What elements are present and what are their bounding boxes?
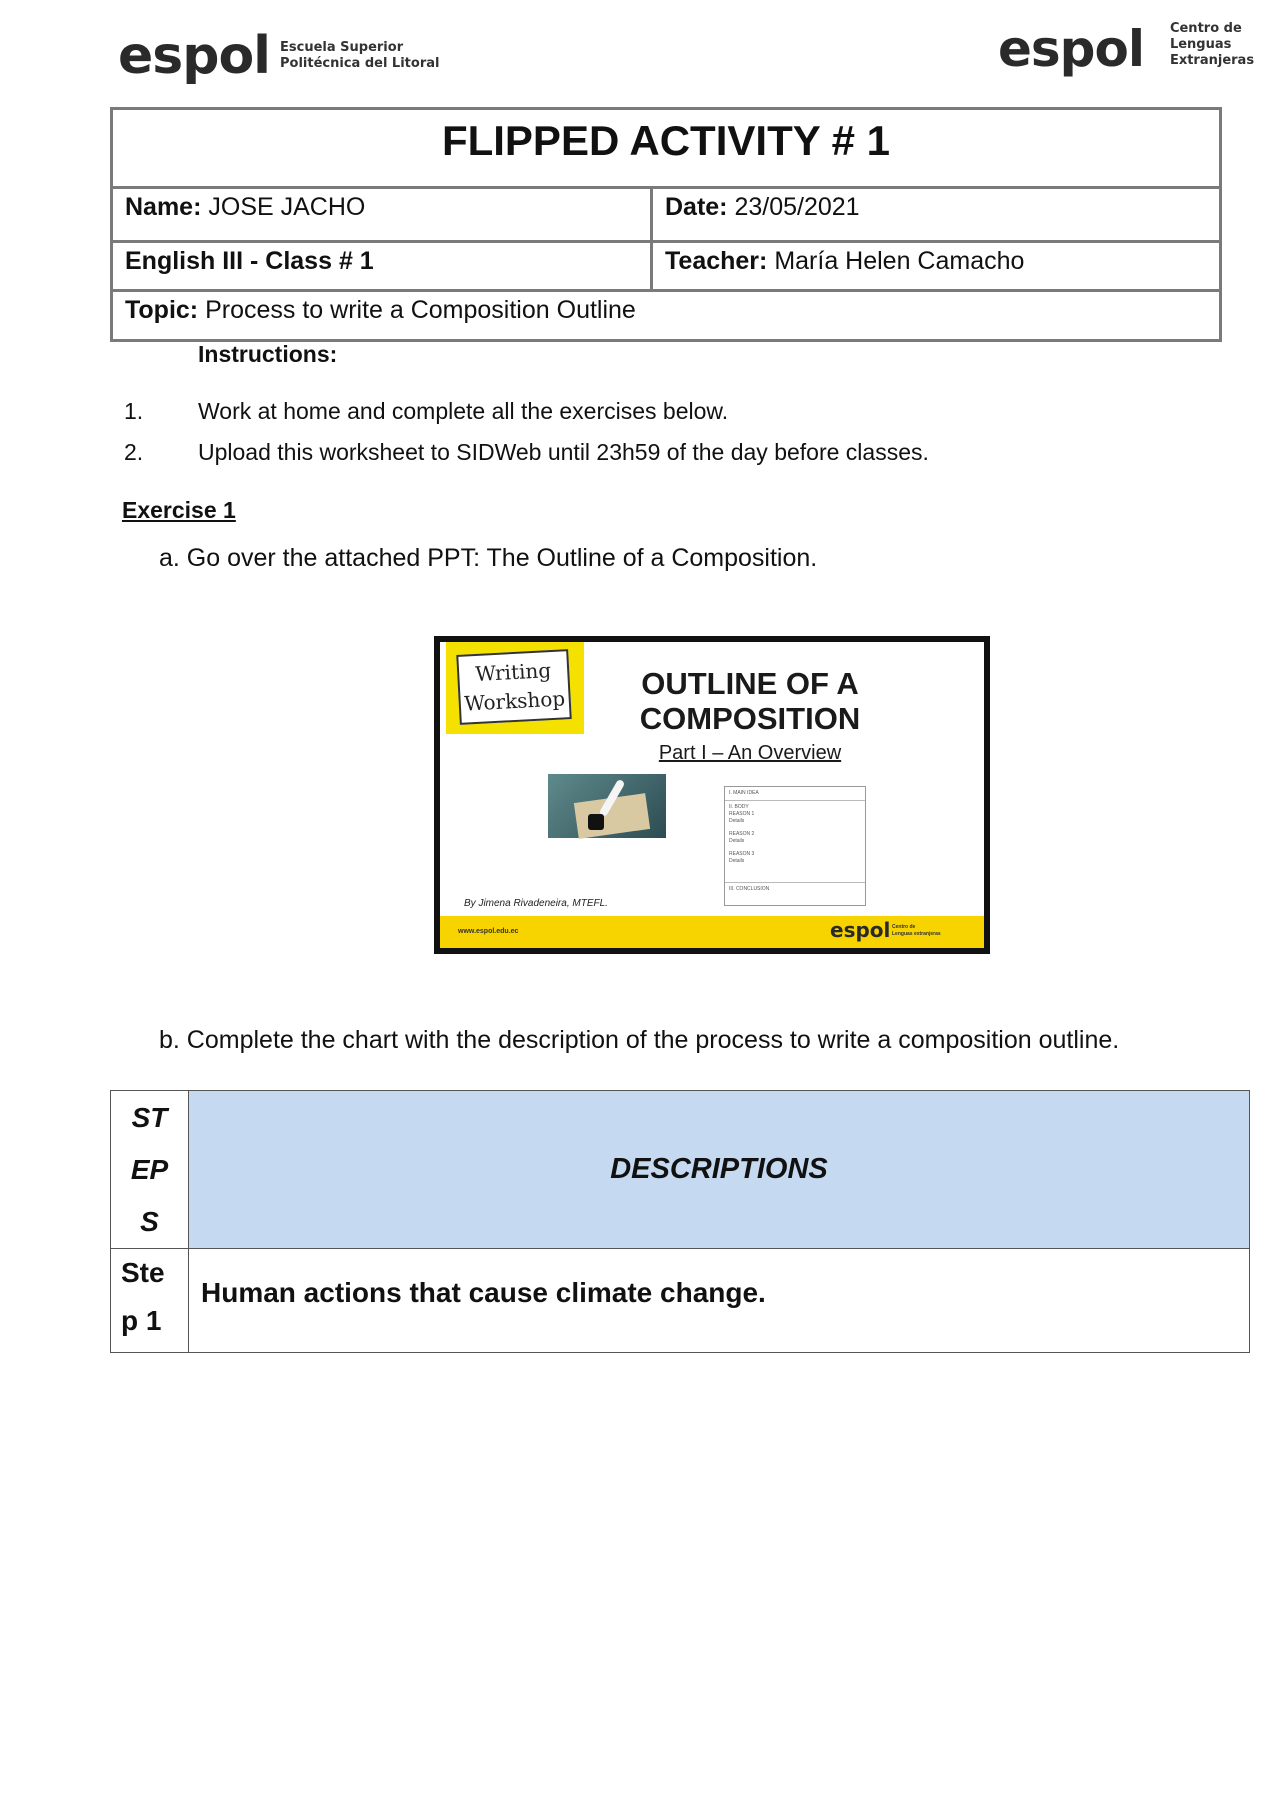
step-1-cell	[111, 1249, 189, 1353]
exercise-item-b: b. Complete the chart with the description of the process to write a composition outline.	[159, 1026, 1120, 1054]
ppt-slide-thumbnail	[434, 636, 990, 954]
quill-ink-image	[548, 774, 666, 838]
badge-line1: Writing	[474, 658, 552, 686]
exercise-item-a: a. Go over the attached PPT: The Outline of a Composition.	[159, 544, 818, 572]
slide-title-line1: OUTLINE OF A	[641, 666, 859, 701]
badge-line2: Workshop	[463, 686, 566, 716]
course-teacher-row	[113, 240, 1219, 289]
teacher-cell	[653, 243, 1219, 289]
outline-details-1: Details	[729, 818, 745, 824]
slide-subtitle: Part I – An Overview	[658, 742, 842, 764]
slide-title	[600, 666, 900, 736]
badge-plate	[456, 649, 572, 725]
outline-reason-2: REASON 2	[729, 831, 755, 837]
outline-body-label: II. BODY	[729, 804, 749, 810]
steps-header-cell	[111, 1091, 189, 1249]
instruction-number-1: 1.	[124, 398, 144, 424]
slide-title-line2: COMPOSITION	[639, 701, 861, 736]
outline-details-3: Details	[729, 858, 745, 864]
outline-conclusion: III. CONCLUSION	[729, 886, 770, 892]
language-center-line1: Centro de	[1169, 20, 1242, 36]
title-row	[113, 110, 1219, 186]
step-1-description[interactable]: Human actions that cause climate change.	[189, 1249, 1250, 1353]
slide-logo-subtitle	[892, 924, 941, 938]
ink-bottle-icon	[588, 814, 604, 830]
instruction-number-2: 2.	[124, 439, 144, 465]
outline-reason-3: REASON 3	[729, 851, 755, 857]
teacher-label: Teacher:	[665, 247, 768, 275]
slide-logo-line2: Lenguas extranjeras	[892, 931, 941, 937]
espol-logo-left	[118, 26, 439, 86]
course-label: English III - Class # 1	[125, 247, 374, 275]
date-cell	[653, 189, 1219, 240]
outline-reason-1: REASON 1	[729, 811, 755, 817]
slide-espol-logo: espol	[830, 918, 891, 942]
topic-row	[113, 289, 1219, 339]
outline-main-idea: I. MAIN IDEA	[725, 787, 865, 801]
instruction-text-2: Upload this worksheet to SIDWeb until 23h59 of the day before classes.	[198, 439, 929, 465]
date-value: 23/05/2021	[734, 193, 860, 221]
outline-body	[725, 801, 865, 883]
name-label: Name:	[125, 193, 202, 221]
steps-table	[110, 1090, 1250, 1353]
instruction-text-1: Work at home and complete all the exercises below.	[198, 398, 729, 424]
steps-header-row	[111, 1091, 1250, 1249]
espol-subtitle-line2: Politécnica del Litoral	[280, 56, 440, 71]
instructions-title: Instructions:	[198, 341, 338, 367]
outline-details-2: Details	[729, 838, 745, 844]
teacher-value: María Helen Camacho	[774, 247, 1025, 275]
step-1-line1: Ste	[121, 1257, 165, 1288]
step-1-line2: p 1	[121, 1305, 162, 1336]
exercise-title: Exercise 1	[122, 497, 236, 523]
writing-workshop-badge	[446, 642, 584, 734]
table-row	[111, 1249, 1250, 1353]
slide-footer-bar	[440, 916, 984, 948]
topic-value: Process to write a Composition Outline	[205, 296, 636, 324]
slide-url: www.espol.edu.ec	[458, 928, 519, 935]
steps-header-line3: S	[140, 1205, 159, 1237]
espol-wordmark: espol	[118, 26, 270, 86]
slide-logo-line1: Centro de	[892, 924, 916, 930]
espol-subtitle-line1: Escuela Superior	[280, 39, 404, 55]
name-value: JOSE JACHO	[208, 193, 366, 221]
slide-author: By Jimena Rivadeneira, MTEFL.	[464, 898, 608, 909]
topic-cell	[113, 292, 1219, 339]
course-cell	[113, 243, 653, 289]
steps-header-line1: ST	[131, 1101, 168, 1133]
espol-subtitle	[280, 40, 439, 73]
name-cell	[113, 189, 653, 240]
date-label: Date:	[665, 193, 728, 221]
descriptions-header-cell: DESCRIPTIONS	[189, 1091, 1250, 1249]
name-date-row	[113, 186, 1219, 240]
espol-logo-right	[998, 20, 1280, 78]
activity-title: FLIPPED ACTIVITY # 1	[441, 117, 891, 164]
steps-header-line2: EP	[130, 1153, 169, 1185]
mini-outline-diagram	[724, 786, 866, 906]
language-center-line2: Lenguas Extranjeras	[1169, 36, 1255, 69]
topic-label: Topic:	[125, 296, 199, 324]
language-center-subtitle	[1170, 21, 1280, 70]
activity-info-table	[110, 107, 1222, 342]
espol-wordmark-right: espol	[998, 20, 1144, 78]
